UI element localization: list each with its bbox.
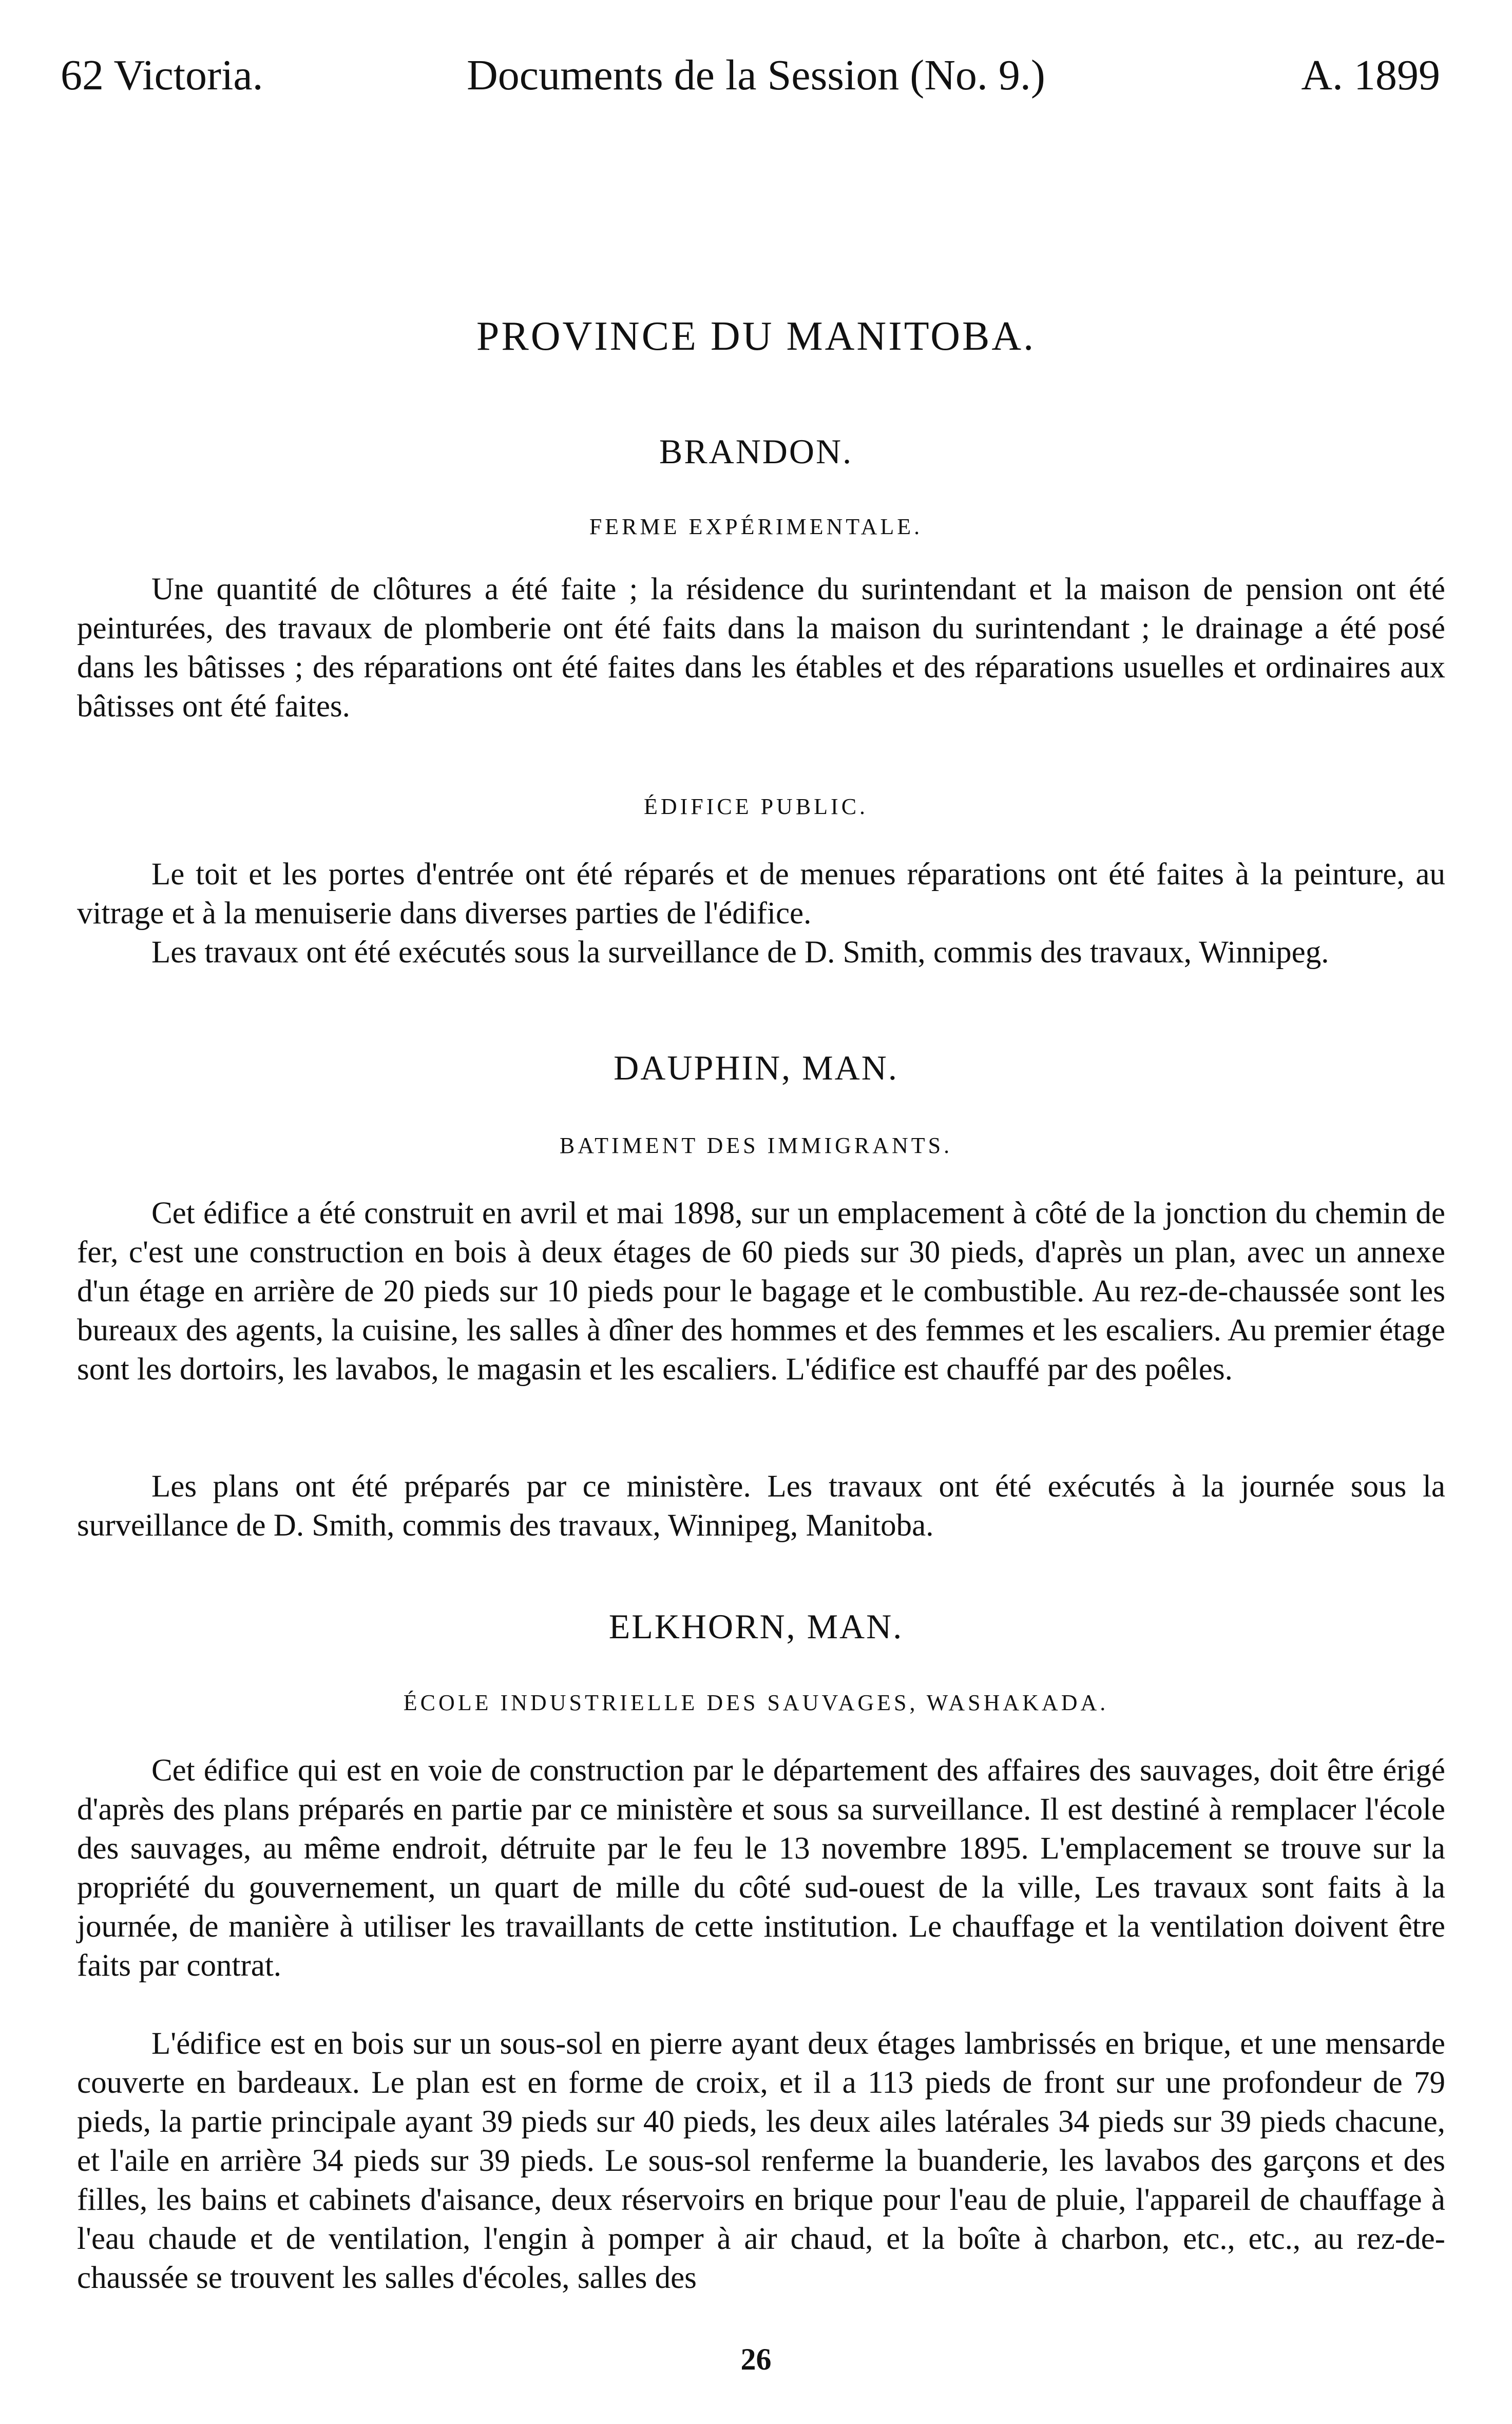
subsection-title-ferme: FERME EXPÉRIMENTALE. [589,514,923,539]
subsection-title-edifice: ÉDIFICE PUBLIC. [643,794,869,819]
subsection-title-elkhorn: ÉCOLE INDUSTRIELLE DES SAUVAGES, WASHAKADA. [403,1690,1109,1715]
paragraph-elkhorn-1: Cet édifice qui est en voie de construction par le département des affaires des sauvages, doit être érigé d'après des plans préparés en partie par ce ministère et sous sa surveillance. Il est destiné à remplacer l'école des sauvages, au même endroit, détruite par le feu le 13 novembre 1895. L'emplacement se trouve sur la propriété du gouvernement, un quart de mille du côté sud-ouest de la ville, Les travaux sont faits à la journée, de manière à utiliser les travaillants de cette institution. Le chauffage et la ventilation doivent être faits par contrat. [77,1753,1445,1983]
paragraph-dauphin-2: Les plans ont été préparés par ce ministère. Les travaux ont été exécutés à la journée sous la surveillance de D. Smith, commis des travaux, Winnipeg, Manitoba. [77,1469,1445,1543]
page-number: 26 [740,2342,772,2376]
paragraph-dauphin-1: Cet édifice a été construit en avril et mai 1898, sur un emplacement à côté de la jonction du chemin de fer, c'est une construction en bois à deux étages de 60 pieds sur 30 pieds, d'après un plan, avec un annexe d'un étage en arrière de 20 pieds sur 10 pieds pour le bagage et le combustible. Au rez-de-chaussée sont les bureaux des agents, la cuisine, les salles à dîner des hommes et des femmes et les escaliers. Au premier étage sont les dortoirs, les lavabos, le magasin et les escaliers. L'édifice est chauffé par des poêles. [77,1196,1445,1387]
paragraph-elkhorn-2: L'édifice est en bois sur un sous-sol en pierre ayant deux étages lambrissés en brique, et une mensarde couverte en bardeaux. Le plan est en forme de croix, et il a 113 pieds de front sur une profondeur de 79 pieds, la partie principale ayant 39 pieds sur 40 pieds, les deux ailes latérales 34 pieds sur 39 pieds chacune, et l'aile en arrière 34 pieds sur 39 pieds. Le sous-sol renferme la buanderie, les lavabos des garçons et des filles, les bains et cabinets d'aisance, deux réservoirs en brique pour l'eau de pluie, l'appareil de chauffage à l'eau chaude et de ventilation, l'engin à pomper à air chaud, et la boîte à charbon, etc., etc., au rez-de-chaussée se trouvent les salles d'écoles, salles des [77,2027,1445,2295]
section-title-brandon: BRANDON. [659,432,853,471]
paragraph-edifice-1: Le toit et les portes d'entrée ont été réparés et de menues réparations ont été faites à la peinture, au vitrage et à la menuiserie dans diverses parties de l'édifice. [77,857,1445,931]
section-title-dauphin: DAUPHIN, MAN. [614,1048,898,1087]
province-title: PROVINCE DU MANITOBA. [476,314,1036,359]
section-title-elkhorn: ELKHORN, MAN. [608,1607,904,1646]
header-regnal-year: 62 Victoria. [61,51,263,99]
paragraph-ferme: Une quantité de clôtures a été faite ; la résidence du surintendant et la maison de pension ont été peinturées, des travaux de plomberie ont été faits dans la maison du surintendant ; le drainage a été posé dans les bâtisses ; des réparations ont été faites dans les étables et des réparations usuelles et ordinaires aux bâtisses ont été faites. [77,572,1445,724]
paragraph-edifice-2: Les travaux ont été exécutés sous la surveillance de D. Smith, commis des travaux, Winnipeg. [151,935,1329,970]
header-year: A. 1899 [1301,51,1440,99]
subsection-title-dauphin: BATIMENT DES IMMIGRANTS. [559,1133,953,1158]
header-document-title: Documents de la Session (No. 9.) [467,51,1045,99]
